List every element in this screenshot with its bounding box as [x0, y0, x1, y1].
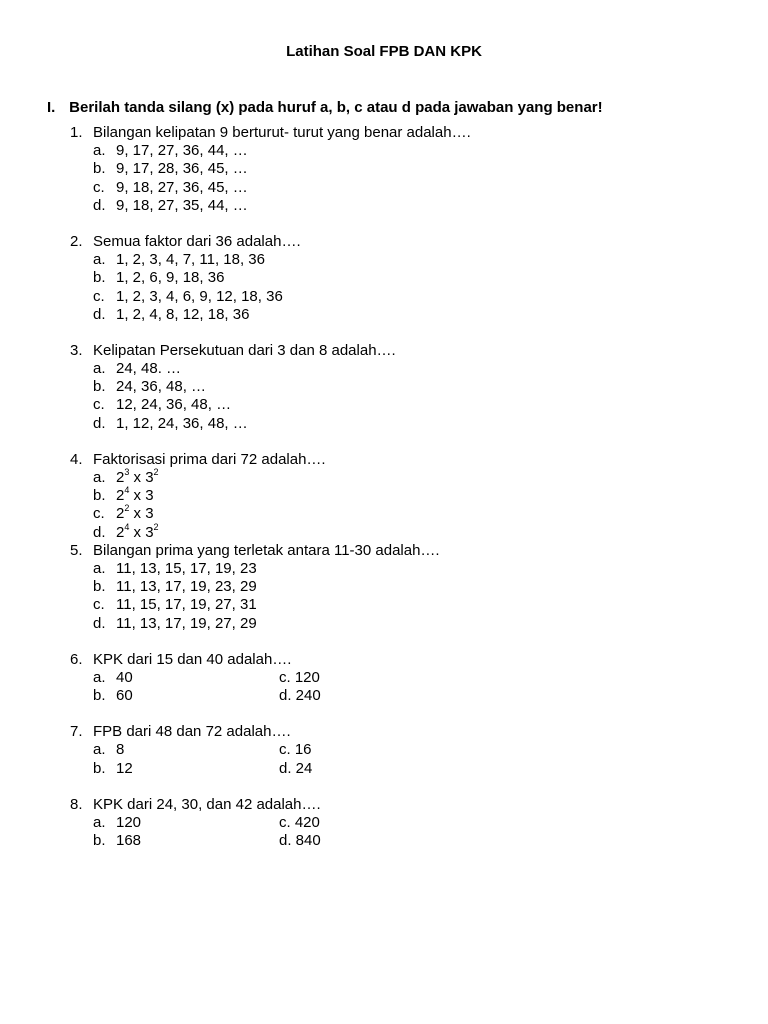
option-expression: $2^2$ x 3 [116, 503, 154, 523]
option-letter: d. [93, 196, 106, 214]
question-2 [0, 233, 768, 324]
option-c-text[interactable]: c. 120 [279, 668, 320, 686]
option-letter: b. [93, 160, 106, 178]
option-d[interactable] [0, 615, 768, 633]
option-a[interactable] [0, 251, 768, 269]
section-instruction [47, 99, 603, 116]
option-letter: b. [93, 759, 106, 777]
option-text: 12, 24, 36, 48, … [116, 396, 232, 414]
option-letter: c. [93, 287, 105, 305]
option-a-text[interactable]: 120 [116, 814, 142, 831]
option-b-text[interactable]: 60 [116, 687, 133, 705]
option-letter: d. [93, 414, 106, 432]
question-text: Semua faktor dari 36 adalah…. [93, 232, 301, 250]
option-text: 11, 15, 17, 19, 27, 31 [116, 596, 257, 614]
option-d-text[interactable]: d. 840 [279, 832, 321, 850]
option-letter: c. [93, 396, 105, 414]
option-text: 11, 13, 17, 19, 27, 29 [116, 614, 257, 632]
question-text: Kelipatan Persekutuan dari 3 dan 8 adalah…. [93, 341, 396, 359]
option-letter: b. [93, 378, 106, 396]
option-letter: c. [93, 178, 105, 196]
option-text: 1, 2, 6, 9, 18, 36 [116, 269, 225, 287]
option-row [0, 760, 768, 778]
question-1 [0, 124, 768, 215]
option-letter: b. [93, 487, 106, 505]
option-text: 24, 48. … [116, 360, 182, 378]
option-c[interactable] [0, 288, 768, 306]
option-expression: $2^4$ x $3^2$ [116, 521, 159, 541]
option-letter: d. [93, 305, 106, 323]
option-expression: $2^3$ x $3^2$ [116, 467, 159, 486]
option-b[interactable] [0, 160, 768, 178]
option-text: 24, 36, 48, … [116, 378, 207, 396]
option-b[interactable] [0, 378, 768, 396]
option-b-text[interactable]: 168 [116, 832, 142, 850]
question-number: 6. [70, 650, 83, 668]
option-c[interactable] [0, 179, 768, 197]
question-text: KPK dari 15 dan 40 adalah…. [93, 650, 292, 668]
option-text: 9, 17, 27, 36, 44, … [116, 142, 248, 160]
question-text: Faktorisasi prima dari 72 adalah…. [93, 450, 326, 468]
question-list [0, 124, 768, 868]
option-d[interactable] [0, 521, 768, 542]
option-row [0, 741, 768, 759]
question-number: 2. [70, 232, 83, 250]
option-letter: a. [93, 360, 106, 378]
question-4 [0, 451, 768, 542]
option-text: 1, 12, 24, 36, 48, … [116, 414, 248, 432]
option-a-text[interactable]: 8 [116, 741, 125, 759]
option-c[interactable] [0, 505, 768, 523]
option-text: 1, 2, 4, 8, 12, 18, 36 [116, 305, 250, 323]
option-text: 11, 13, 15, 17, 19, 23 [116, 559, 257, 577]
option-c[interactable] [0, 396, 768, 414]
option-letter: b. [93, 269, 106, 287]
option-a-text[interactable]: 40 [116, 668, 133, 686]
option-text: 9, 17, 28, 36, 45, … [116, 160, 248, 178]
question-6 [0, 651, 768, 706]
question-number: 4. [70, 450, 83, 468]
question-text: KPK dari 24, 30, dan 42 adalah…. [93, 795, 321, 813]
option-letter: b. [93, 832, 106, 850]
option-text: 1, 2, 3, 4, 6, 9, 12, 18, 36 [116, 287, 283, 305]
question-number: 1. [70, 124, 83, 141]
option-letter: c. [93, 596, 105, 614]
question-number: 5. [70, 541, 83, 559]
option-letter: a. [93, 469, 106, 486]
option-d[interactable] [0, 415, 768, 433]
option-c[interactable] [0, 596, 768, 614]
option-letter: a. [93, 668, 106, 686]
question-number: 3. [70, 341, 83, 359]
option-b[interactable] [0, 487, 768, 505]
question-8 [0, 796, 768, 851]
option-a[interactable] [0, 469, 768, 487]
option-text: 1, 2, 3, 4, 7, 11, 18, 36 [116, 251, 265, 269]
option-letter: a. [93, 741, 106, 759]
option-text: 11, 13, 17, 19, 23, 29 [116, 578, 257, 596]
option-letter: a. [93, 559, 106, 577]
option-d[interactable] [0, 306, 768, 324]
option-c-text[interactable]: c. 16 [279, 741, 312, 759]
option-letter: d. [93, 523, 106, 541]
section-number: I. [47, 99, 56, 116]
option-letter: d. [93, 614, 106, 632]
option-text: 9, 18, 27, 36, 45, … [116, 178, 248, 196]
option-letter: a. [93, 814, 106, 831]
option-row [0, 669, 768, 687]
option-letter: a. [93, 251, 106, 269]
option-letter: b. [93, 578, 106, 596]
option-d[interactable] [0, 197, 768, 215]
question-text: Bilangan prima yang terletak antara 11-30 adalah…. [93, 541, 440, 559]
question-number: 7. [70, 723, 83, 741]
option-row [0, 832, 768, 850]
option-a[interactable] [0, 560, 768, 578]
option-b[interactable] [0, 578, 768, 596]
question-5 [0, 542, 768, 633]
option-a[interactable] [0, 142, 768, 160]
worksheet-title: Latihan Soal FPB DAN KPK [286, 43, 482, 60]
option-row [0, 687, 768, 705]
option-c-text[interactable]: c. 420 [279, 814, 320, 831]
question-number: 8. [70, 795, 83, 813]
option-letter: a. [93, 142, 106, 160]
option-expression: $2^4$ x 3 [116, 485, 154, 505]
option-a[interactable] [0, 360, 768, 378]
question-3 [0, 342, 768, 433]
option-text: 9, 18, 27, 35, 44, … [116, 196, 248, 214]
option-letter: c. [93, 505, 105, 523]
question-7 [0, 723, 768, 778]
option-d-text[interactable]: d. 240 [279, 687, 321, 705]
option-letter: b. [93, 687, 106, 705]
instruction-text: Berilah tanda silang (x) pada huruf a, b, c atau d pada jawaban yang benar! [69, 99, 603, 116]
option-b[interactable] [0, 269, 768, 287]
option-row [0, 814, 768, 832]
option-d-text[interactable]: d. 24 [279, 759, 313, 777]
question-text: FPB dari 48 dan 72 adalah…. [93, 723, 291, 741]
question-text: Bilangan kelipatan 9 berturut- turut yang benar adalah…. [93, 124, 471, 141]
option-b-text[interactable]: 12 [116, 759, 133, 777]
